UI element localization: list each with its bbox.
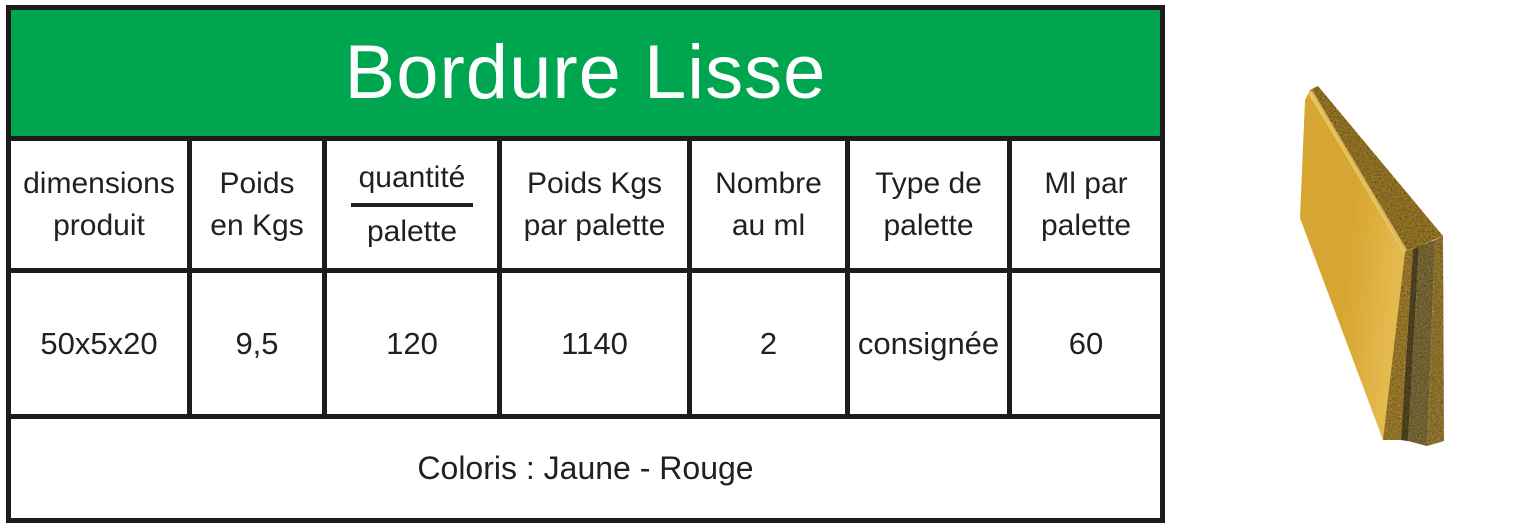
cell-nombre-ml-value: 2 xyxy=(692,273,850,414)
fraction-bar xyxy=(351,203,473,207)
column-header-nombre-au-ml xyxy=(692,141,850,268)
product-title: Bordure Lisse xyxy=(344,30,827,115)
header-line: produit xyxy=(53,208,145,242)
header-line: au ml xyxy=(731,208,806,242)
title-banner xyxy=(11,10,1160,141)
header-line: en Kgs xyxy=(210,208,304,242)
cell-poids-palette-value: 1140 xyxy=(502,273,692,414)
header-line: palette xyxy=(366,214,458,248)
cell-poids-value: 9,5 xyxy=(192,273,327,414)
column-header-dimensions-produit xyxy=(11,141,192,268)
header-line: Poids xyxy=(219,166,295,200)
coloris-text: Coloris : Jaune - Rouge xyxy=(417,450,754,486)
table-data-row xyxy=(11,273,1160,419)
table-header-row xyxy=(11,141,1160,273)
column-header-poids-en-kgs xyxy=(192,141,327,268)
column-header-quantite-par-palette xyxy=(327,141,502,268)
header-line: Poids Kgs xyxy=(526,166,663,200)
cell-dimensions-value: 50x5x20 xyxy=(11,273,192,414)
header-line: Nombre xyxy=(715,166,822,200)
header-line: Type de xyxy=(875,166,982,200)
header-line: quantité xyxy=(358,160,466,194)
header-line: dimensions xyxy=(23,166,175,200)
header-line: palette xyxy=(883,208,974,242)
cell-type-palette-value: consignée xyxy=(850,273,1012,414)
header-line: par palette xyxy=(523,208,666,242)
product-spec-table xyxy=(6,5,1165,523)
header-line: palette xyxy=(1040,208,1132,242)
column-header-type-de-palette xyxy=(850,141,1012,268)
cell-quantite-value: 120 xyxy=(327,273,502,414)
product-photo-bordure xyxy=(1160,0,1536,532)
column-header-ml-par-palette xyxy=(1012,141,1160,268)
column-header-poids-kgs-par-palette xyxy=(502,141,692,268)
coloris-row xyxy=(11,419,1160,518)
cell-ml-palette-value: 60 xyxy=(1068,325,1104,361)
header-line: Ml par xyxy=(1044,166,1128,200)
